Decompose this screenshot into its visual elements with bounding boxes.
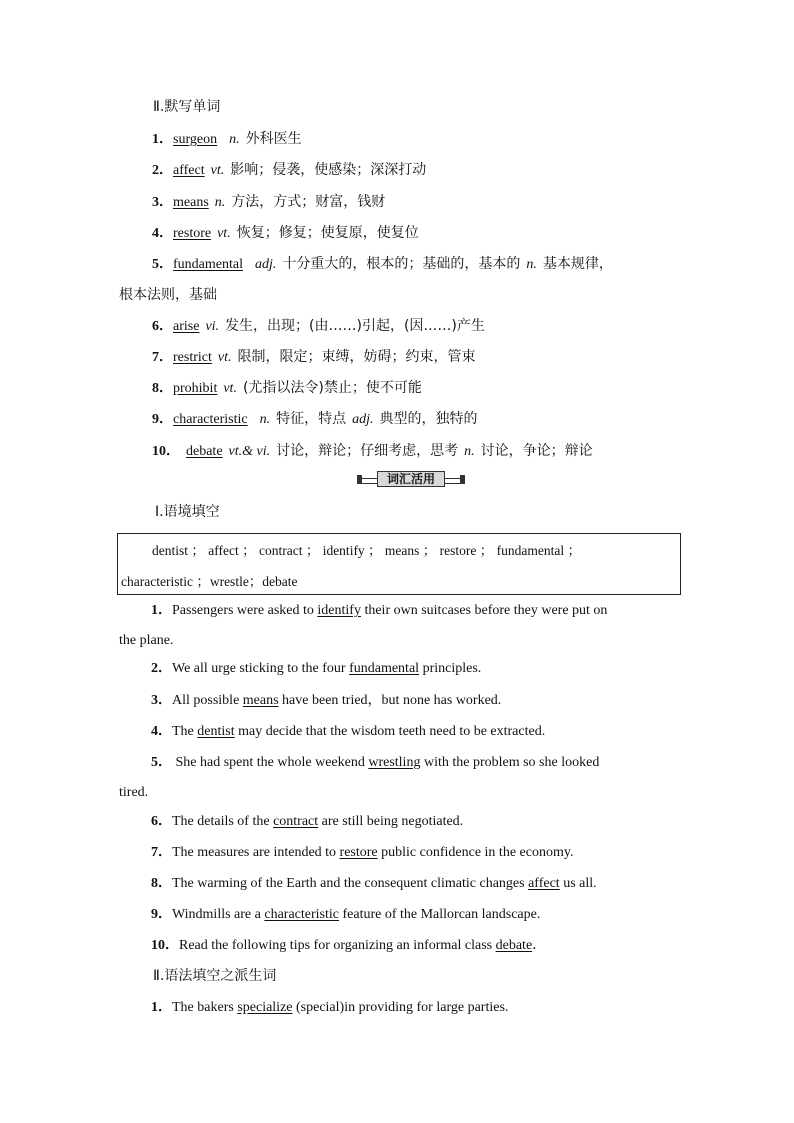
- dictation-item-3: [152, 193, 385, 212]
- meaning: 发生，出现；(由……)引起，(因……)产生: [225, 318, 485, 334]
- dictation-item-10: [152, 442, 593, 461]
- item-number: 6．: [151, 814, 172, 829]
- item-number: 1．: [151, 1000, 172, 1015]
- answer-word: means: [242, 693, 279, 708]
- item-number: 7．: [152, 350, 173, 365]
- answer-word: debate: [186, 444, 223, 459]
- answer-word: identify: [317, 603, 361, 618]
- meaning-2: 基本规律，: [542, 256, 613, 272]
- sentence-after: have been tried，but none has worked.: [278, 693, 502, 708]
- part-of-speech: n.: [214, 195, 226, 210]
- context-item-5: [151, 754, 599, 772]
- answer-word: characteristic: [173, 412, 248, 427]
- answer-word: restore: [339, 845, 378, 860]
- sentence-after: principles.: [419, 661, 482, 676]
- sentence-before: She had spent the whole weekend: [172, 755, 369, 770]
- section-banner: [357, 471, 465, 488]
- answer-word: restrict: [173, 350, 212, 365]
- context-item-1-continuation: the plane.: [119, 633, 174, 648]
- dictation-item-4: [152, 224, 419, 243]
- part-of-speech: n.: [229, 132, 240, 147]
- meaning: 限制，限定；束缚，妨碍；约束，管束: [237, 349, 476, 365]
- item-number: 1．: [152, 132, 173, 147]
- answer-word: characteristic: [264, 907, 339, 922]
- context-item-8: [151, 875, 597, 893]
- part-of-speech: vi.: [205, 319, 220, 334]
- context-item-9: [151, 906, 540, 924]
- sentence-after: may decide that the wisdom teeth need to be extracted.: [234, 724, 546, 739]
- context-item-7: [151, 844, 573, 862]
- sentence-before: Windmills are a: [172, 907, 265, 922]
- answer-word: contract: [273, 814, 319, 829]
- part-of-speech: adj.: [254, 257, 277, 272]
- meaning-2: 典型的，独特的: [379, 411, 478, 427]
- item-number: 9．: [152, 412, 173, 427]
- answer-word: debate: [495, 938, 533, 953]
- dictation-item-1: [152, 130, 302, 149]
- answer-word: arise: [173, 319, 200, 334]
- section-title-context: Ⅰ.语境填空: [155, 504, 220, 520]
- context-item-10: [151, 937, 546, 955]
- sentence-before: All possible: [172, 693, 243, 708]
- sentence-after: with the problem so she looked: [420, 755, 600, 770]
- item-number: 8．: [151, 876, 172, 891]
- derivative-item-1: [151, 999, 508, 1017]
- answer-word: dentist: [197, 724, 235, 739]
- item-number: 4．: [151, 724, 172, 739]
- item-number: 4．: [152, 226, 173, 241]
- item-number: 2．: [151, 661, 172, 676]
- answer-word: means: [173, 195, 209, 210]
- answer-word: surgeon: [173, 132, 218, 147]
- part-of-speech-2: adj.: [352, 412, 374, 427]
- answer-word: affect: [173, 163, 205, 178]
- context-item-6: [151, 813, 463, 831]
- sentence-before: The: [172, 724, 198, 739]
- answer-word: fundamental: [173, 257, 243, 272]
- sentence-after: their own suitcases before they were put on: [360, 603, 608, 618]
- item-number: 3．: [151, 693, 172, 708]
- dictation-item-6: [152, 317, 485, 336]
- item-number: 5．: [152, 257, 173, 272]
- sentence-after: public confidence in the economy.: [377, 845, 574, 860]
- meaning: 外科医生: [245, 131, 302, 147]
- part-of-speech: vt.: [223, 381, 237, 396]
- part-of-speech: vt.: [217, 350, 232, 365]
- word-bank-line-1: dentist ； affect ； contract ； identify ； means ； restore ； fundamental ；: [152, 543, 582, 558]
- part-of-speech: vt.: [217, 226, 231, 241]
- answer-word: restore: [173, 226, 212, 241]
- item-number: 1．: [151, 603, 172, 618]
- context-item-3: [151, 692, 501, 710]
- word-bank-box: [117, 533, 681, 595]
- dictation-item-5-continuation: 根本法则，基础: [119, 287, 217, 303]
- context-item-5-continuation: tired.: [119, 785, 149, 800]
- sentence-before: The bakers: [172, 1000, 238, 1015]
- dictation-item-7: [152, 348, 475, 367]
- meaning: 恢复；修复；使复原，使复位: [236, 225, 419, 241]
- meaning: 十分重大的，根本的；基础的，基本的: [282, 256, 521, 272]
- sentence-before: The measures are intended to: [172, 845, 340, 860]
- section-title-dictation: Ⅱ.默写单词: [153, 99, 221, 115]
- meaning: 方法，方式；财富，钱财: [231, 194, 386, 210]
- dictation-item-9: [152, 410, 478, 429]
- sentence-before: The warming of the Earth and the consequent climatic changes: [172, 876, 529, 891]
- item-number: 8．: [152, 381, 173, 396]
- word-bank-line-2: characteristic ；wrestle；debate: [121, 574, 298, 589]
- part-of-speech-2: n.: [526, 257, 537, 272]
- item-number: 3．: [152, 195, 173, 210]
- sentence-before: The details of the: [172, 814, 274, 829]
- item-number: 7．: [151, 845, 172, 860]
- context-item-2: [151, 660, 481, 678]
- answer-word: specialize: [237, 1000, 293, 1015]
- item-number: 10．: [151, 938, 179, 953]
- part-of-speech: vt.& vi.: [228, 444, 271, 459]
- context-item-4: [151, 723, 545, 741]
- banner-label: 词汇活用: [377, 471, 445, 487]
- item-number: 6．: [152, 319, 173, 334]
- answer-word: affect: [528, 876, 560, 891]
- answer-word: fundamental: [349, 661, 420, 676]
- item-number: 10．: [152, 444, 180, 459]
- sentence-after: us all.: [559, 876, 597, 891]
- part-of-speech: vt.: [210, 163, 225, 178]
- sentence-before: Passengers were asked to: [172, 603, 318, 618]
- meaning: 讨论，辩论；仔细考虑，思考: [276, 443, 459, 459]
- sentence-after: are still being negotiated.: [318, 814, 464, 829]
- dictation-item-5: [152, 255, 613, 274]
- meaning: (尤指以法令)禁止；使不可能: [242, 380, 422, 396]
- meaning: 特征，特点: [276, 411, 347, 427]
- context-item-1: [151, 602, 607, 620]
- answer-word: wrestling: [368, 755, 421, 770]
- sentence-before: Read the following tips for organizing an informal class: [179, 938, 496, 953]
- banner-cap-right: [460, 475, 465, 484]
- answer-word: prohibit: [173, 381, 218, 396]
- part-of-speech-2: n.: [464, 444, 475, 459]
- meaning: 影响；侵袭，使感染；深深打动: [230, 162, 427, 178]
- sentence-after: (special)in providing for large parties.: [292, 1000, 509, 1015]
- sentence-before: We all urge sticking to the four: [172, 661, 350, 676]
- meaning-2: 讨论，争论；辩论: [480, 443, 593, 459]
- sentence-after: feature of the Mallorcan landscape.: [338, 907, 541, 922]
- item-number: 2．: [152, 163, 173, 178]
- part-of-speech: n.: [259, 412, 271, 427]
- dictation-item-2: [152, 161, 426, 180]
- item-number: 9．: [151, 907, 172, 922]
- banner-cap-left: [357, 475, 362, 484]
- section-title-derivatives: Ⅱ.语法填空之派生词: [153, 968, 277, 984]
- item-number: 5．: [151, 755, 172, 770]
- dictation-item-8: [152, 379, 422, 398]
- sentence-after: ．: [532, 938, 547, 953]
